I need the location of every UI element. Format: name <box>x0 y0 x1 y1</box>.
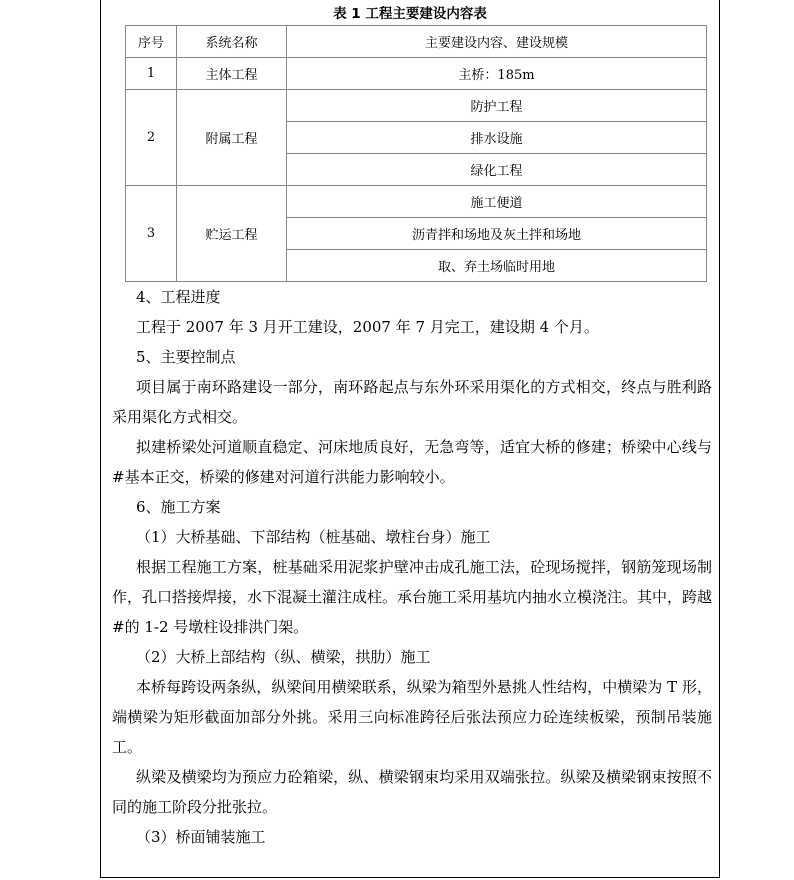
row-content: 沥青拌和场地及灰土拌和场地 <box>287 218 707 250</box>
table-row <box>126 186 707 218</box>
paragraph-foundation: 根据工程施工方案，桩基础采用泥浆护壁冲击成孔施工法，砼现场搅拌，钢筋笼现场制作，孔口搭接焊接，水下混凝土灌注成柱。承台施工采用基坑内抽水立模浇注。其中，跨越#的 1-2 号墩柱设排洪门架。 <box>112 558 713 636</box>
paragraph-control-2: 拟建桥梁处河道顺直稳定、河床地质良好，无急弯等，适宜大桥的修建；桥梁中心线与#基本正交，桥梁的修建对河道行洪能力影响较小。 <box>112 438 712 486</box>
heading-schedule: 4、工程进度 <box>136 288 221 306</box>
paragraph-superstructure-2: 纵梁及横梁均为预应力砼箱梁，纵、横梁钢束均采用双端张拉。纵梁及横梁钢束按照不同的施工阶段分批张拉。 <box>112 768 712 816</box>
body-text <box>112 282 712 852</box>
row-no: 3 <box>126 186 177 282</box>
row-content: 主桥：185m <box>287 58 707 90</box>
row-system-name: 贮运工程 <box>177 186 287 282</box>
row-no: 2 <box>126 90 177 186</box>
works-table <box>125 25 707 282</box>
paragraph-schedule: 工程于 2007 年 3 月开工建设，2007 年 7 月完工，建设期 4 个月。 <box>136 318 599 336</box>
row-content: 排水设施 <box>287 122 707 154</box>
row-system-name: 附属工程 <box>177 90 287 186</box>
header-system-name: 系统名称 <box>177 26 287 58</box>
header-no: 序号 <box>126 26 177 58</box>
table-caption: 表 1 工程主要建设内容表 <box>333 6 487 22</box>
paragraph-control-1: 项目属于南环路建设一部分，南环路起点与东外环采用渠化的方式相交，终点与胜利路采用渠化方式相交。 <box>112 378 712 426</box>
row-content: 绿化工程 <box>287 154 707 186</box>
subheading-superstructure: （2）大桥上部结构（纵、横梁，拱肋）施工 <box>136 648 431 666</box>
header-content: 主要建设内容、建设规模 <box>287 26 707 58</box>
table-header-row <box>126 26 707 58</box>
heading-control-points: 5、主要控制点 <box>136 348 236 366</box>
subheading-foundation: （1）大桥基础、下部结构（桩基础、墩柱台身）施工 <box>136 528 491 546</box>
row-no: 1 <box>126 58 177 90</box>
paragraph-superstructure-1: 本桥每跨设两条纵，纵梁间用横梁联系，纵梁为箱型外悬挑人性结构，中横梁为 T 形，端横梁为矩形截面加部分外挑。采用三向标准跨径后张法预应力砼连续板梁，预制吊装施工。 <box>112 678 712 756</box>
row-content: 取、弃土场临时用地 <box>287 250 707 282</box>
row-content: 施工便道 <box>287 186 707 218</box>
row-content: 防护工程 <box>287 90 707 122</box>
heading-construction-plan: 6、施工方案 <box>136 498 221 516</box>
table-row <box>126 58 707 90</box>
table-row <box>126 90 707 122</box>
subheading-deck-paving: （3）桥面铺装施工 <box>136 828 266 846</box>
row-system-name: 主体工程 <box>177 58 287 90</box>
